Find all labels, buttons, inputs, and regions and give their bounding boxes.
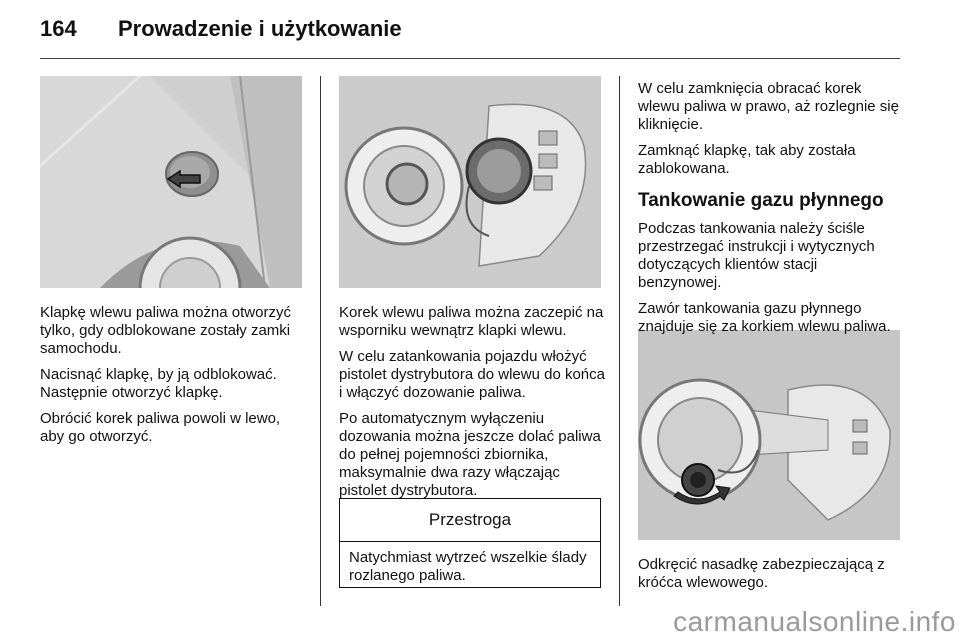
section-heading: Tankowanie gazu płynnego (638, 190, 884, 211)
column-2-text (339, 304, 609, 508)
paragraph: Odkręcić nasadkę zabezpieczającą z króćca wlewowego. (638, 556, 885, 591)
header-rule (40, 58, 900, 59)
paragraph: Klapkę wlewu paliwa można otworzyć tylko, gdy odblokowane zostały zamki samochodu. (40, 304, 291, 357)
fuel-cap-bracket-illustration (339, 76, 601, 288)
lpg-valve-illustration (638, 330, 900, 540)
column-divider-1 (320, 76, 321, 606)
caution-title: Przestroga (340, 499, 600, 542)
page-number: 164 (40, 16, 77, 41)
paragraph: W celu zamknięcia obracać korek wlewu paliwa w prawo, aż rozlegnie się kliknięcie. (638, 80, 899, 133)
page-title: Prowadzenie i użytkowanie (118, 16, 402, 41)
page-header (40, 16, 900, 60)
fuel-flap-illustration (40, 76, 302, 288)
watermark: carmanualsonline.info (673, 606, 956, 637)
paragraph: Nacisnąć klapkę, by ją odblokować. Następnie otworzyć klapkę. (40, 366, 277, 401)
column-divider-2 (619, 76, 620, 606)
column-3-text (638, 80, 904, 344)
column-1-text (40, 304, 308, 454)
paragraph: W celu zatankowania pojazdu włożyć pistolet dystrybutora do wlewu do końca i włączyć dozowanie paliwa. (339, 348, 605, 401)
caution-box (339, 498, 601, 588)
paragraph: Po automatycznym wyłączeniu dozowania można jeszcze dolać paliwa do pełnej pojemności zbiornika, maksymalnie dwa razy włączając pistolet dystrybutora. (339, 410, 601, 499)
paragraph: Zawór tankowania gazu płynnego znajduje się za korkiem wlewu paliwa. (638, 300, 891, 335)
paragraph: Podczas tankowania należy ściśle przestrzegać instrukcji i wytycznych dotyczących klientów stacji benzynowej. (638, 220, 875, 291)
paragraph: Korek wlewu paliwa można zaczepić na wsporniku wewnątrz klapki wlewu. (339, 304, 604, 339)
caution-text: Natychmiast wytrzeć wszelkie ślady rozlanego paliwa. (349, 549, 587, 584)
paragraph: Obrócić korek paliwa powoli w lewo, aby go otworzyć. (40, 410, 281, 445)
paragraph: Zamknąć klapkę, tak aby została zablokowana. (638, 142, 856, 177)
column-3-caption (638, 556, 904, 600)
